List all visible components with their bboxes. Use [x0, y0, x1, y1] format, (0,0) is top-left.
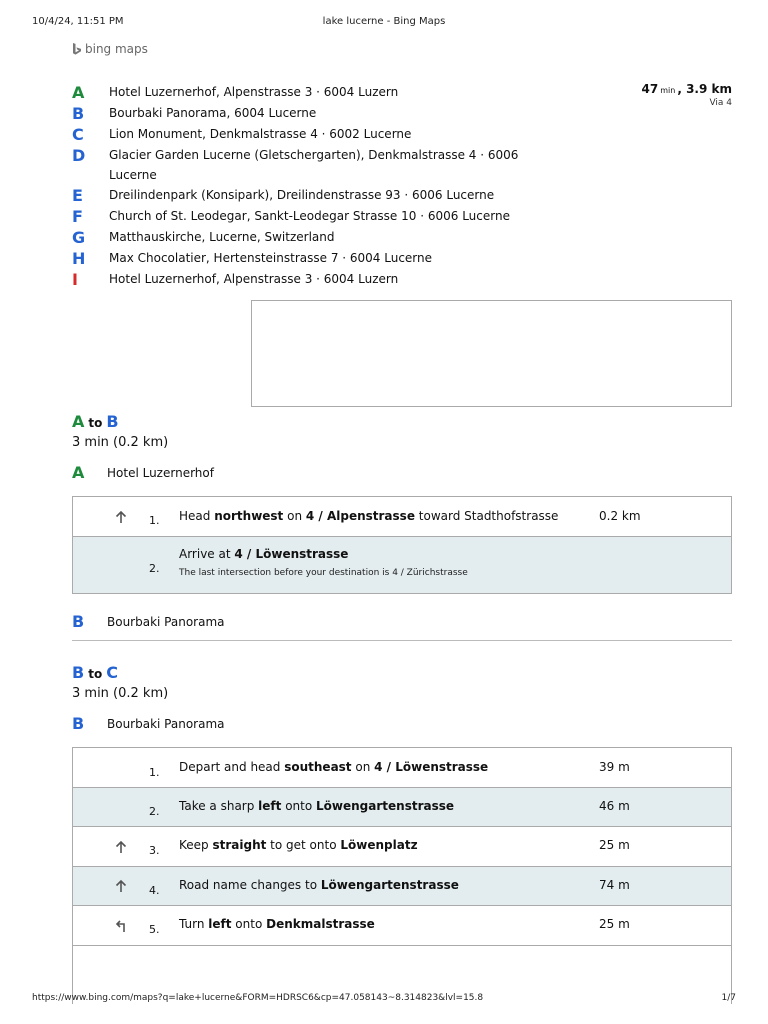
step-instruction: Take a sharp left onto Löwengartenstrasse — [179, 799, 455, 813]
print-page-number: 1/7 — [721, 993, 736, 1003]
leg-from-letter: B — [72, 663, 85, 682]
route-summary — [642, 82, 732, 108]
leg-end-name: Bourbaki Panorama — [107, 614, 225, 629]
min-unit: min — [660, 86, 676, 95]
directions-table — [72, 747, 732, 946]
direction-step[interactable] — [73, 497, 731, 537]
leg-to-letter: C — [106, 663, 118, 682]
waypoint-item — [72, 103, 532, 124]
leg-pair — [72, 663, 168, 684]
step-number: 4. — [149, 884, 160, 897]
waypoint-letter: C — [72, 125, 84, 144]
waypoint-item — [72, 82, 532, 103]
logo-text: bing maps — [85, 42, 148, 56]
step-distance: 25 m — [599, 838, 630, 852]
direction-step[interactable] — [73, 827, 731, 867]
turn-left-arrow-icon — [113, 918, 129, 934]
step-number: 1. — [149, 514, 160, 527]
leg-header — [72, 663, 168, 704]
waypoint-item — [72, 269, 532, 290]
print-footer — [32, 993, 736, 1005]
leg-start-name: Bourbaki Panorama — [107, 716, 225, 731]
waypoint-address: Hotel Luzernerhof, Alpenstrasse 3 · 6004 Luzern — [109, 85, 399, 99]
step-distance: 25 m — [599, 917, 630, 931]
step-number: 1. — [149, 766, 160, 779]
bing-maps-logo[interactable] — [72, 42, 148, 56]
leg-header — [72, 412, 168, 453]
waypoint-address: Dreilindenpark (Konsipark), Dreilindenstrasse 93 · 6006 Lucerne — [109, 188, 495, 202]
step-number: 3. — [149, 844, 160, 857]
straight-arrow-icon — [113, 839, 129, 855]
waypoint-address: Lion Monument, Denkmalstrasse 4 · 6002 Lucerne — [109, 127, 412, 141]
leg-start — [72, 463, 214, 482]
waypoint-address: Matthauskirche, Lucerne, Switzerland — [109, 230, 335, 244]
route-via: Via 4 — [709, 98, 732, 108]
leg-duration: 3 min (0.2 km) — [72, 435, 169, 450]
step-instruction: Head northwest on 4 / Alpenstrasse toward Stadthofstrasse — [179, 509, 559, 523]
waypoint-letter: A — [72, 83, 85, 102]
print-title: lake lucerne - Bing Maps — [322, 16, 446, 27]
leg-end — [72, 612, 225, 631]
leg-start-letter: B — [72, 714, 85, 733]
waypoint-address: Bourbaki Panorama, 6004 Lucerne — [109, 106, 317, 120]
step-distance: 74 m — [599, 878, 630, 892]
leg-duration: 3 min (0.2 km) — [72, 686, 169, 701]
bing-logo-icon — [72, 43, 82, 56]
step-distance: 0.2 km — [599, 509, 641, 523]
total-minutes: 47 — [641, 82, 659, 96]
direction-step[interactable] — [73, 537, 731, 593]
waypoint-letter: D — [72, 146, 86, 165]
step-instruction: Keep straight to get onto Löwenplatz — [179, 838, 418, 852]
waypoint-item — [72, 227, 532, 248]
straight-arrow-icon — [113, 878, 129, 894]
direction-step[interactable] — [73, 748, 731, 788]
leg-end-letter: B — [72, 612, 85, 631]
leg-start-letter: A — [72, 463, 85, 482]
waypoint-letter: H — [72, 249, 86, 268]
print-header — [32, 16, 736, 30]
waypoint-item — [72, 185, 532, 206]
waypoint-address: Max Chocolatier, Hertensteinstrasse 7 · 6004 Lucerne — [109, 251, 433, 265]
route-total — [642, 82, 732, 96]
waypoint-address: Glacier Garden Lucerne (Gletschergarten), Denkmalstrasse 4 · 6006 Lucerne — [109, 148, 519, 182]
direction-step[interactable] — [73, 867, 731, 906]
waypoint-list — [72, 82, 532, 290]
leg-start — [72, 714, 225, 733]
waypoint-item — [72, 124, 532, 145]
print-url: https://www.bing.com/maps?q=lake+lucerne&FORM=HDRSC6&cp=47.058143~8.314823&lvl=15.8 — [32, 993, 484, 1003]
leg-pair — [72, 412, 168, 433]
straight-arrow-icon — [113, 509, 129, 525]
step-distance: 39 m — [599, 760, 630, 774]
waypoint-letter: G — [72, 228, 86, 247]
step-number: 2. — [149, 562, 160, 575]
step-distance: 46 m — [599, 799, 630, 813]
leg-from-letter: A — [72, 412, 85, 431]
directions-table — [72, 496, 732, 594]
step-instruction: Arrive at 4 / Löwenstrasse — [179, 547, 349, 561]
step-note: The last intersection before your destination is 4 / Zürichstrasse — [179, 568, 468, 578]
waypoint-item — [72, 206, 532, 227]
step-number: 2. — [149, 805, 160, 818]
step-number: 5. — [149, 923, 160, 936]
leg-to-letter: B — [106, 412, 119, 431]
waypoint-item — [72, 248, 532, 269]
section-divider — [72, 640, 732, 641]
leg-start-name: Hotel Luzernerhof — [107, 465, 214, 480]
direction-step[interactable] — [73, 788, 731, 827]
waypoint-letter: B — [72, 104, 85, 123]
route-map[interactable] — [251, 300, 732, 407]
leg-to-word: to — [88, 667, 103, 681]
direction-step[interactable] — [73, 906, 731, 945]
waypoint-letter: E — [72, 186, 83, 205]
print-datetime: 10/4/24, 11:51 PM — [32, 16, 124, 27]
step-instruction: Road name changes to Löwengartenstrasse — [179, 878, 459, 892]
waypoint-address: Hotel Luzernerhof, Alpenstrasse 3 · 6004 Luzern — [109, 272, 399, 286]
total-distance: , 3.9 km — [677, 82, 732, 96]
step-instruction: Turn left onto Denkmalstrasse — [179, 917, 375, 931]
waypoint-address: Church of St. Leodegar, Sankt-Leodegar Strasse 10 · 6006 Lucerne — [109, 209, 510, 223]
leg-to-word: to — [88, 416, 103, 430]
waypoint-letter: I — [72, 270, 78, 289]
waypoint-letter: F — [72, 207, 83, 226]
step-instruction: Depart and head southeast on 4 / Löwenstrasse — [179, 760, 489, 774]
waypoint-item — [72, 145, 532, 185]
